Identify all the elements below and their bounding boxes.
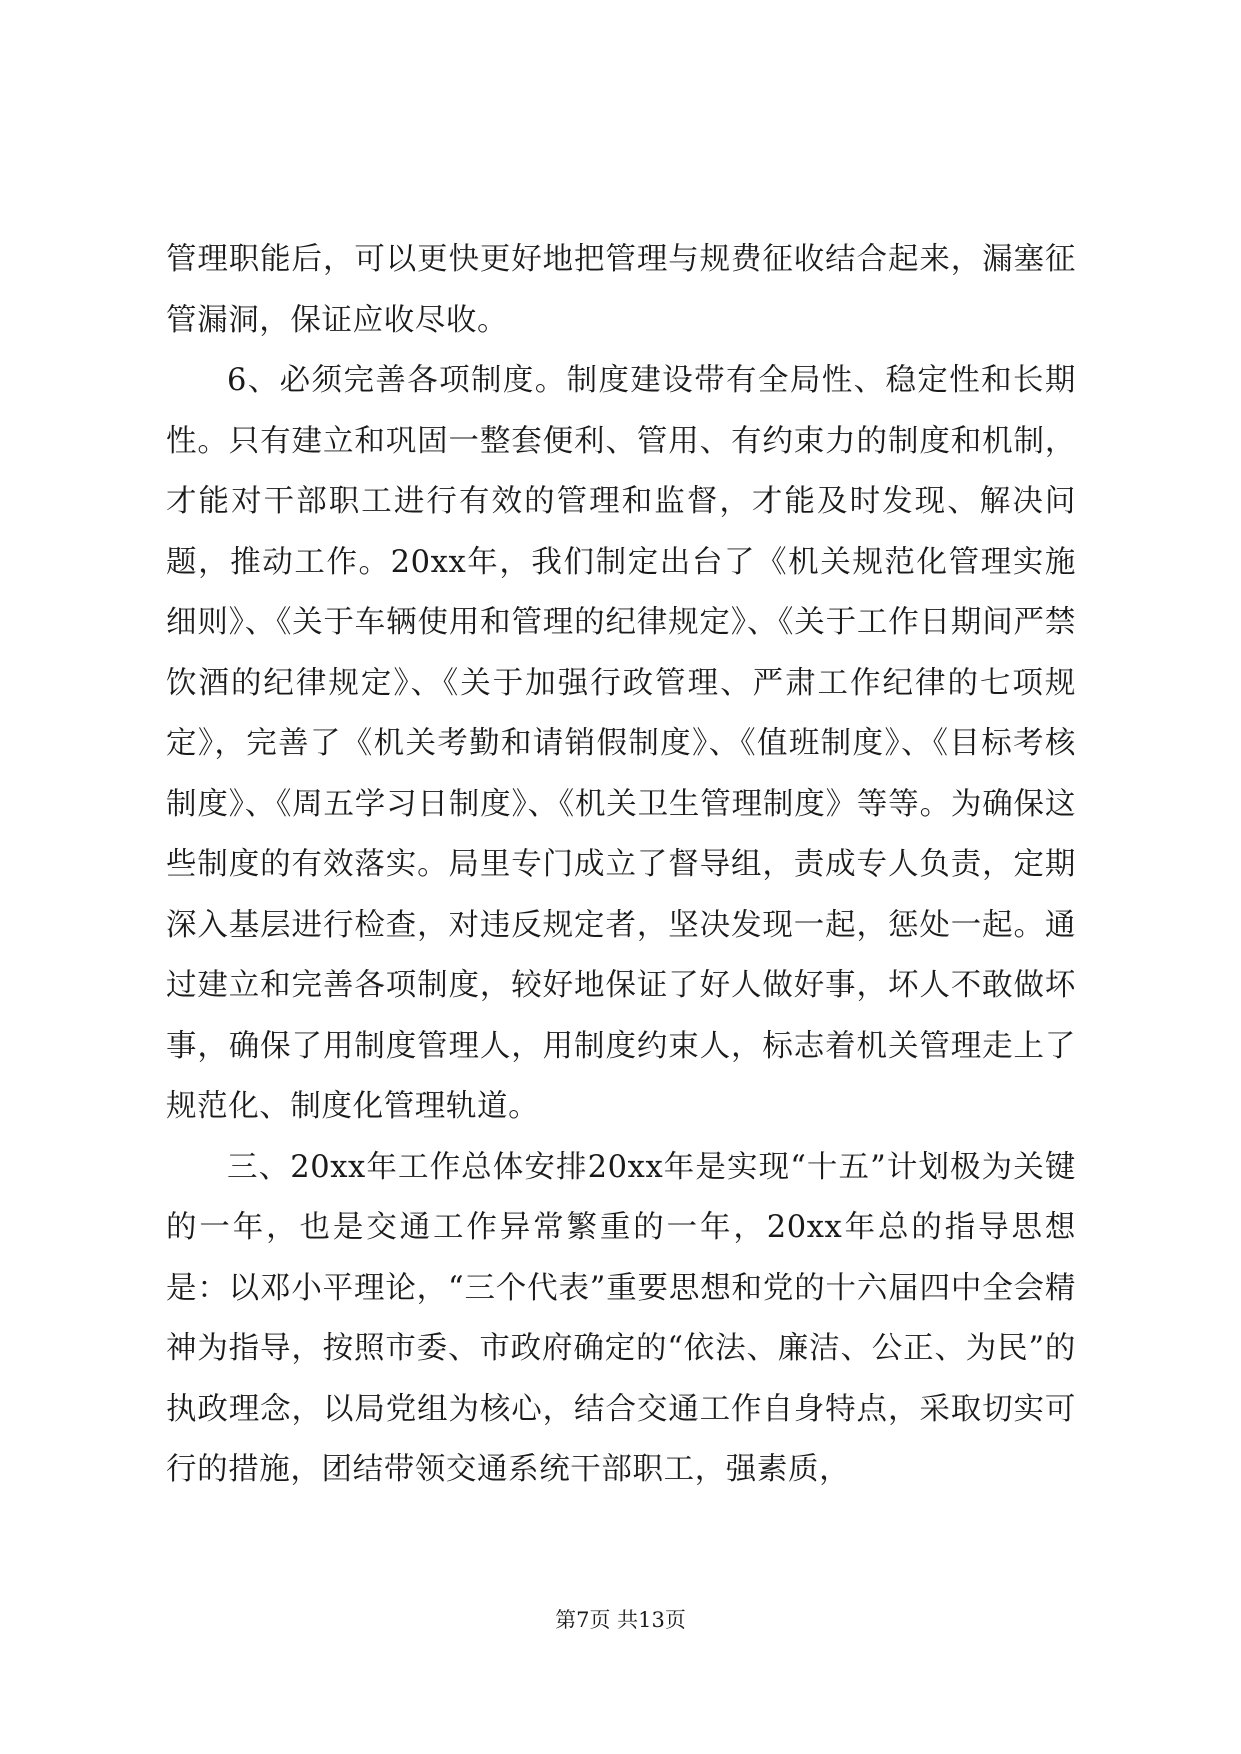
paragraph-section-6: 6、必须完善各项制度。制度建设带有全局性、稳定性和长期性。只有建立和巩固一整套便利、管用、有约束力的制度和机制，才能对干部职工进行有效的管理和监督，才能及时发现、解决问题，推动工作。20xx年，我们制定出台了《机关规范化管理实施细则》、《关于车辆使用和管理的纪律规定》、《关于工作日期间严禁饮酒的纪律规定》、《关于加强行政管理、严肃工作纪律的七项规定》，完善了《机关考勤和请销假制度》、《值班制度》、《目标考核制度》、《周五学习日制度》、《机关卫生管理制度》等等。为确保这些制度的有效落实。局里专门成立了督导组，责成专人负责，定期深入基层进行检查，对违反规定者，坚决发现一起，惩处一起。通过建立和完善各项制度，较好地保证了好人做好事，坏人不敢做坏事，确保了用制度管理人，用制度约束人，标志着机关管理走上了规范化、制度化管理轨道。 [166, 363, 1076, 1124]
page-number-footer: 第7页 共13页 [555, 1608, 686, 1632]
paragraph-continued: 管理职能后，可以更快更好地把管理与规费征收结合起来，漏塞征管漏洞，保证应收尽收。 [166, 242, 1076, 338]
document-body [166, 230, 1076, 1501]
paragraph-section-3: 三、20xx年工作总体安排20xx年是实现“十五”计划极为关键的一年，也是交通工作异常繁重的一年，20xx年总的指导思想是：以邓小平理论，“三个代表”重要思想和党的十六届四中全会精神为指导，按照市委、市政府确定的“依法、廉洁、公正、为民”的执政理念，以局党组为核心，结合交通工作自身特点，采取切实可行的措施，团结带领交通系统干部职工，强素质， [166, 1149, 1076, 1487]
